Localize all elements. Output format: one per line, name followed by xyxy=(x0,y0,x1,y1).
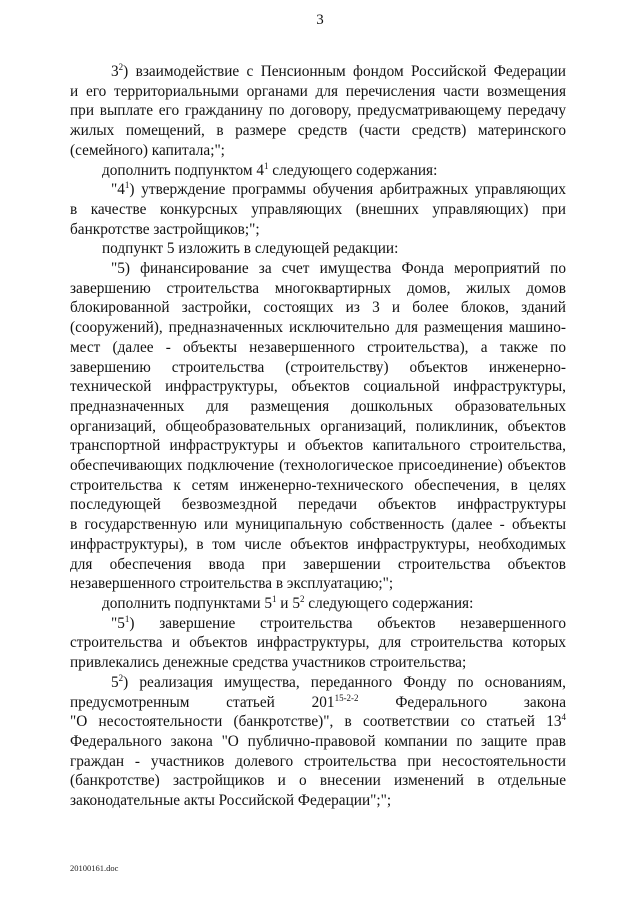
text-line: (сооружений), предназначенных исключительно для размещения машино- xyxy=(70,319,566,337)
text-line: для обеспечения ввода при завершении строительства объектов xyxy=(70,555,566,573)
text-line: обеспечивающих подключение (технологическое присоединение) объектов xyxy=(70,457,566,475)
subpoint-5-1 xyxy=(70,614,566,673)
text-line: "$5^1$) завершение строительства объектов незавершенного xyxy=(111,613,566,632)
text-line: строительства и объектов инфраструктуры, для строительства которых xyxy=(70,634,566,652)
text-line: мест (далее - объекты незавершенного строительства), а также по xyxy=(70,338,566,356)
text-line: строительства к сетям инженерно-технического обеспечения, в целях xyxy=(70,476,566,494)
text-line: жилых помещений, в размере средств (части средств) материнского xyxy=(70,122,566,140)
text-line: банкротстве застройщиков;"; xyxy=(70,220,260,238)
instruction-add-5-1-5-2: дополнить подпунктами $5^1$ и $5^2$ следующего содержания: xyxy=(102,593,474,612)
text-line: и его территориальными органами для перечисления части возмещения xyxy=(70,82,566,100)
text-line: законодательные акты Российской Федерации";"; xyxy=(70,792,392,810)
document-body xyxy=(70,62,566,811)
text-line: "5) финансирование за счет имущества Фонда мероприятий по xyxy=(111,260,566,278)
text-line: организаций, общеобразовательных организаций, поликлиник, объектов xyxy=(70,417,566,435)
text-line: $5^2$) реализация имущества, переданного Фонду по основаниям, xyxy=(111,672,566,691)
text-line: при выплате его гражданину по договору, предусматривающему передачу xyxy=(70,102,566,120)
page-number: 3 xyxy=(316,12,324,28)
text-line: граждан - участников долевого строительства при несостоятельности xyxy=(70,752,566,770)
text-line: (семейного) капитала;"; xyxy=(70,141,225,159)
subpoint-4-1 xyxy=(70,180,566,239)
subpoint-5-2 xyxy=(70,673,566,811)
text-line: транспортной инфраструктуры и объектов капитального строительства, xyxy=(70,437,566,455)
instruction-subpoint-5: подпункт 5 изложить в следующей редакции: xyxy=(102,240,399,258)
text-line: завершению строительства (строительству) объектов инженерно- xyxy=(70,358,566,376)
text-line: $3^2$) взаимодействие с Пенсионным фондом Российской Федерации xyxy=(111,62,566,80)
text-line: (банкротстве) застройщиков и о внесении изменений в отдельные xyxy=(70,772,566,790)
text-line: завершению строительства многоквартирных домов, жилых домов xyxy=(70,279,566,297)
subpoint-5 xyxy=(70,259,566,594)
file-name-footer: 20100161.doc xyxy=(70,863,119,873)
text-line: инфраструктуры), в том числе объектов инфраструктуры, необходимых xyxy=(70,535,566,553)
text-line: "$4^1$) утверждение программы обучения арбитражных управляющих xyxy=(111,180,566,199)
subpoint-3-2 xyxy=(70,62,566,161)
instruction-add-4-1: дополнить подпунктом $4^1$ следующего содержания: xyxy=(102,160,438,179)
text-line: технической инфраструктуры, объектов социальной инфраструктуры, xyxy=(70,378,566,396)
text-line: последующей безвозмездной передачи объектов инфраструктуры xyxy=(70,496,566,514)
text-line: привлекались денежные средства участников строительства; xyxy=(70,654,467,672)
text-line: в государственную или муниципальную собственность (далее - объекты xyxy=(70,516,566,534)
text-line: "О несостоятельности (банкротстве)", в соответствии со статьей $13^4$ xyxy=(70,712,566,731)
text-line: блокированной застройки, состоящих из 3 и более блоков, зданий xyxy=(70,299,566,317)
text-line: Федерального закона "О публично-правовой компании по защите прав xyxy=(70,732,566,750)
text-line: предусмотренным статьей 201$^{15-2-2}$ Федерального закона xyxy=(70,692,566,711)
text-line: в качестве конкурсных управляющих (внешних управляющих) при xyxy=(70,200,566,218)
text-line: незавершенного строительства в эксплуатацию;"; xyxy=(70,575,394,593)
text-line: предназначенных для размещения дошкольных образовательных xyxy=(70,397,566,415)
